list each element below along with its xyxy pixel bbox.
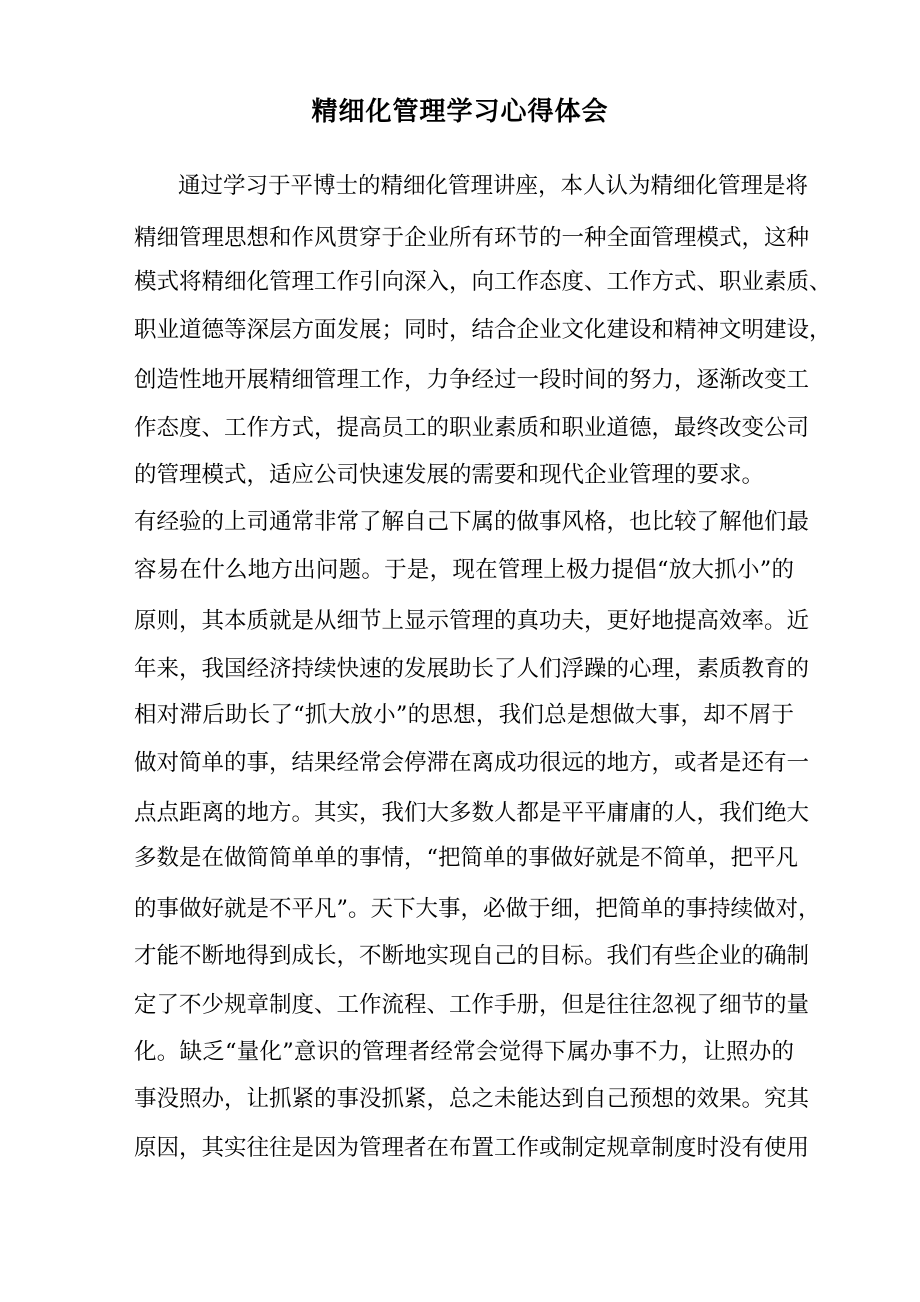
paragraph-line: 职业道德等深层方面发展；同时，结合企业文化建设和精神文明建设， xyxy=(134,317,832,343)
paragraph-line: 年来，我国经济持续快速的发展助长了人们浮躁的心理，素质教育的 xyxy=(134,656,810,682)
paragraph-line: 做对简单的事，结果经常会停滞在离成功很远的地方，或者是还有一 xyxy=(134,750,810,776)
paragraph-line: 容易在什么地方出问题。于是，现在管理上极力提倡“放大抓小”的 xyxy=(134,557,794,583)
paragraph-line: 原则，其本质就是从细节上显示管理的真功夫，更好地提高效率。近 xyxy=(134,608,810,634)
paragraph-line: 创造性地开展精细管理工作，力争经过一段时间的努力，逐渐改变工 xyxy=(134,367,810,393)
paragraph-line: 相对滞后助长了“抓大放小”的思想，我们总是想做大事，却不屑于 xyxy=(134,702,794,728)
paragraph-line: 化。缺乏“量化”意识的管理者经常会觉得下属办事不力，让照办的 xyxy=(134,1039,794,1065)
paragraph-line: 定了不少规章制度、工作流程、工作手册，但是往往忽视了细节的量 xyxy=(134,992,810,1018)
paragraph-line: 事没照办，让抓紧的事没抓紧，总之未能达到自己预想的效果。究其 xyxy=(134,1086,810,1112)
paragraph-line: 的管理模式，适应公司快速发展的需要和现代企业管理的要求。 xyxy=(134,462,765,488)
paragraph-line: 原因，其实往往是因为管理者在布置工作或制定规章制度时没有使用 xyxy=(134,1135,810,1161)
paragraph-line: 的事做好就是不平凡”。天下大事，必做于细，把简单的事持续做对， xyxy=(134,896,821,922)
paragraph-line: 点点距离的地方。其实，我们大多数人都是平平庸庸的人，我们绝大 xyxy=(134,800,810,826)
paragraph-line: 有经验的上司通常非常了解自己下属的做事风格，也比较了解他们最 xyxy=(134,509,810,535)
document-title: 精细化管理学习心得体会 xyxy=(311,97,609,127)
paragraph-line: 精细管理思想和作风贯穿于企业所有环节的一种全面管理模式，这种 xyxy=(134,225,810,251)
paragraph-line: 才能不断地得到成长，不断地实现自己的目标。我们有些企业的确制 xyxy=(134,943,810,969)
paragraph-line: 作态度、工作方式，提高员工的职业素质和职业道德，最终改变公司 xyxy=(134,415,810,441)
paragraph-line: 多数是在做简简单单的事情，“把简单的事做好就是不简单，把平凡 xyxy=(134,845,799,871)
paragraph-line: 通过学习于平博士的精细化管理讲座，本人认为精细化管理是将 xyxy=(178,173,809,199)
paragraph-line: 模式将精细化管理工作引向深入，向工作态度、工作方式、职业素质、 xyxy=(134,269,832,295)
